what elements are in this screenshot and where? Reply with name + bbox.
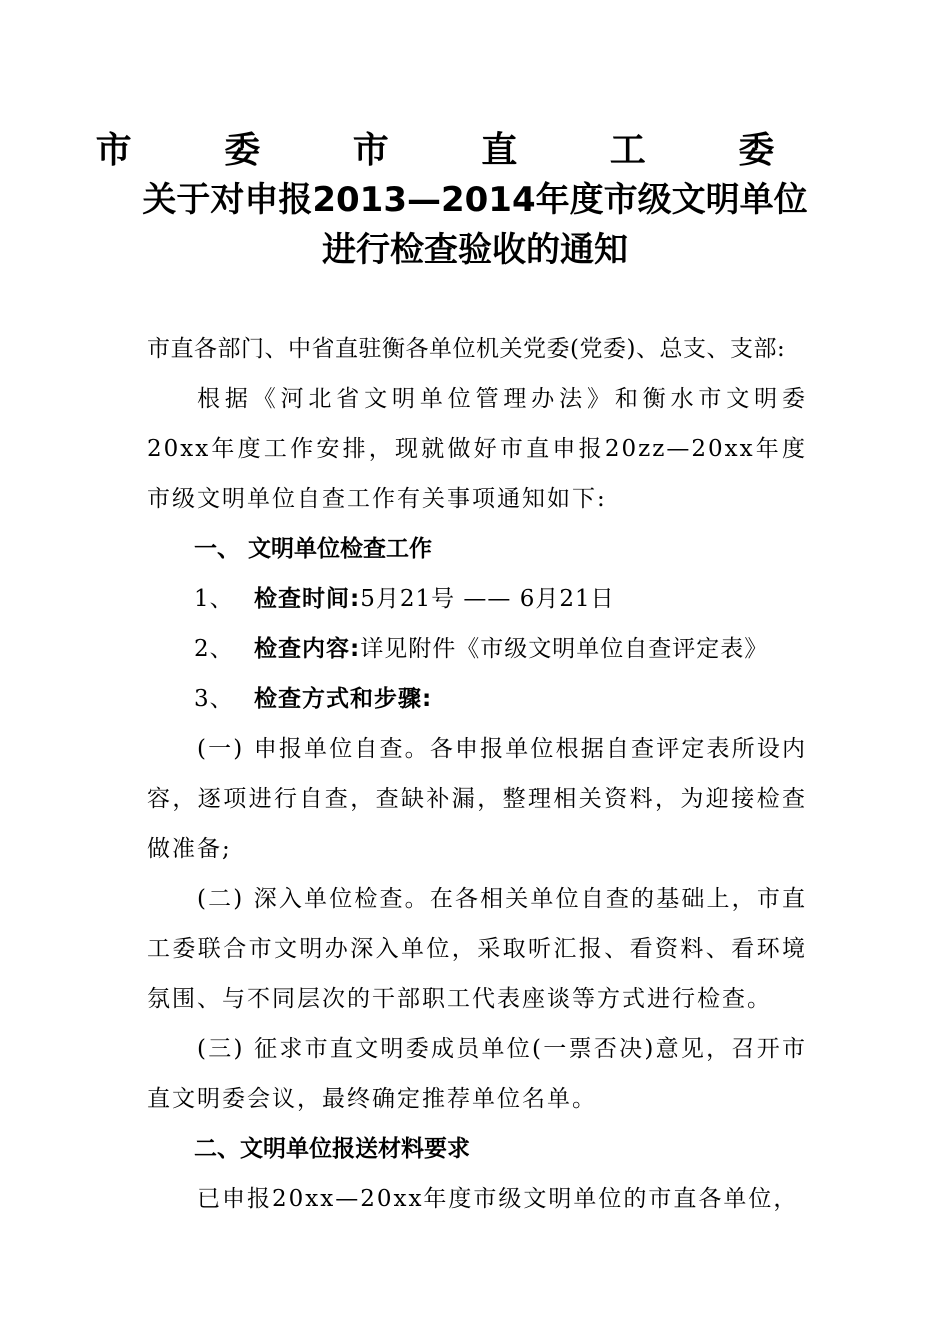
item2-number: 2、 <box>194 636 234 662</box>
step2-paragraph: (二) 深入单位检查。在各相关单位自查的基础上，市直工委联合市文明办深入单位，采取听汇报、看资料、看环境氛围、与不同层次的干部职工代表座谈等方式进行检查。 <box>147 886 807 1012</box>
section1-heading: 一、 文明单位检查工作 <box>194 536 433 562</box>
item1-number: 1、 <box>194 586 234 612</box>
notice-title-line1: 关于对申报2013—2014年度市级文明单位 <box>142 180 808 220</box>
section2-paragraph: 已申报20xx—20xx年度市级文明单位的市直各单位， <box>197 1186 799 1212</box>
item-inspection-time <box>194 574 814 624</box>
item1-value: 5月21号 —— 6月21日 <box>360 586 615 612</box>
step1-paragraph: (一) 申报单位自查。各申报单位根据自查评定表所设内容，逐项进行自查，查缺补漏，整理相关资料，为迎接检查做准备; <box>147 736 807 862</box>
item2-label: 检查内容: <box>254 636 361 662</box>
item3-label: 检查方式和步骤: <box>254 686 433 712</box>
step3-paragraph: (三) 征求市直文明委成员单位(一票否决)意见，召开市直文明委会议，最终确定推荐单位名单。 <box>147 1036 807 1112</box>
intro-paragraph: 根据《河北省文明单位管理办法》和衡水市文明委20xx年度工作安排，现就做好市直申报20zz—20xx年度市级文明单位自查工作有关事项通知如下: <box>147 386 807 512</box>
item2-value: 详见附件《市级文明单位自查评定表》 <box>360 636 769 662</box>
item3-number: 3、 <box>194 686 234 712</box>
item-inspection-content <box>194 624 814 674</box>
item1-label: 检查时间: <box>254 586 361 612</box>
notice-title-line2: 进行检查验收的通知 <box>322 230 628 270</box>
issuer-title: 市 委 市 直 工 委 <box>95 130 815 171</box>
salutation: 市直各部门、中省直驻衡各单位机关党委(党委)、总支、支部: <box>147 336 786 362</box>
item-inspection-method <box>194 674 814 724</box>
section2-heading: 二、文明单位报送材料要求 <box>194 1136 470 1162</box>
